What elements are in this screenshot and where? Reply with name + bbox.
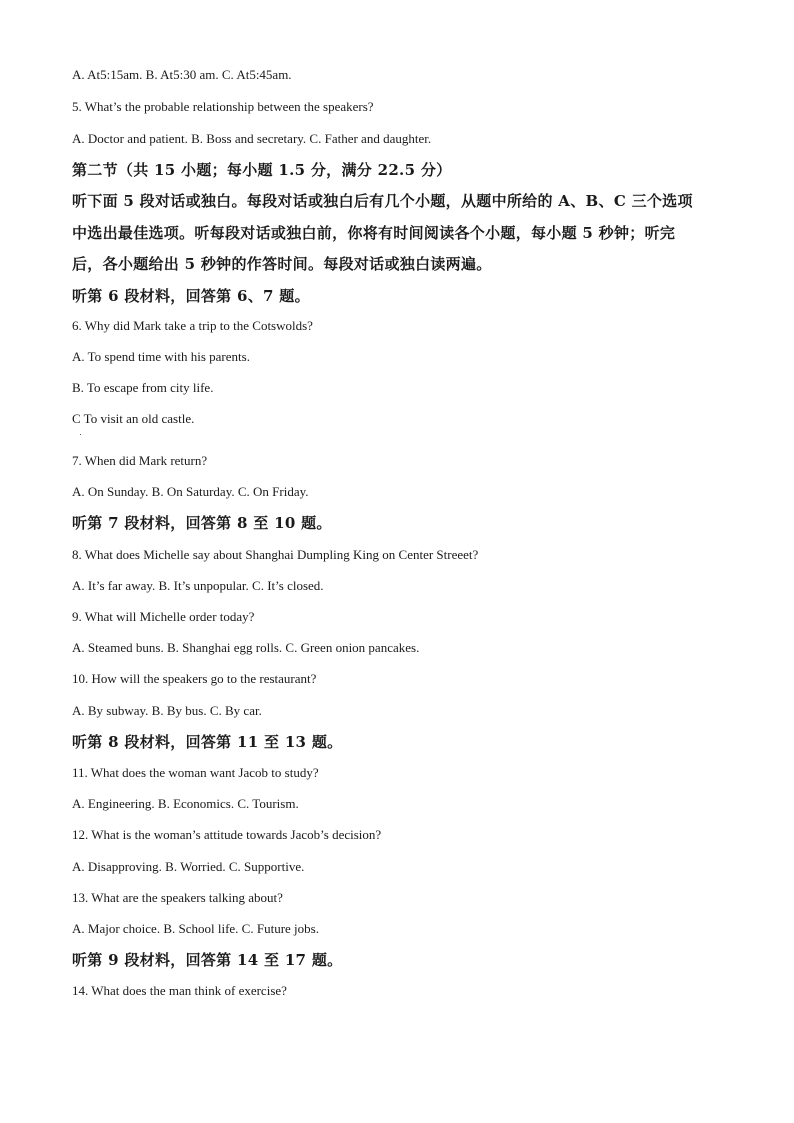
q10-options: A. By subway. B. By bus. C. By car. [72, 703, 262, 718]
passage7-heading: 听第 7 段材料，回答第 8 至 10 题。 [72, 514, 332, 532]
q6-question: 6. Why did Mark take a trip to the Cotswolds? [72, 318, 313, 333]
q11-question: 11. What does the woman want Jacob to study? [72, 765, 319, 780]
q9-options: A. Steamed buns. B. Shanghai egg rolls. C. Green onion pancakes. [72, 640, 420, 655]
q4-options: A. At5:15am. B. At5:30 am. C. At5:45am. [72, 67, 292, 82]
q11-options: A. Engineering. B. Economics. C. Tourism. [72, 796, 299, 811]
q10-question: 10. How will the speakers go to the restaurant? [72, 671, 317, 686]
section2-instructions-line3: 后，各小题给出 5 秒钟的作答时间。每段对话或独白读两遍。 [72, 255, 492, 273]
q9-question: 9. What will Michelle order today? [72, 609, 255, 624]
q13-question: 13. What are the speakers talking about? [72, 890, 283, 905]
q8-options: A. It’s far away. B. It’s unpopular. C. It’s closed. [72, 578, 324, 593]
q6-option-a: A. To spend time with his parents. [72, 349, 250, 364]
q5-options: A. Doctor and patient. B. Boss and secretary. C. Father and daughter. [72, 131, 432, 146]
q7-options: A. On Sunday. B. On Saturday. C. On Friday. [72, 484, 309, 499]
q14-question: 14. What does the man think of exercise? [72, 983, 287, 998]
section2-heading: 第二节（共 15 小题；每小题 1.5 分，满分 22.5 分） [72, 161, 452, 179]
section2-instructions-line2: 中选出最佳选项。听每段对话或独白前，你将有时间阅读各个小题，每小题 5 秒钟；听完 [72, 224, 676, 242]
q13-options: A. Major choice. B. School life. C. Future jobs. [72, 921, 319, 936]
stray-dot [80, 434, 81, 435]
q12-options: A. Disapproving. B. Worried. C. Supportive. [72, 859, 305, 874]
q8-question: 8. What does Michelle say about Shanghai Dumpling King on Center Streeet? [72, 547, 479, 562]
q6-option-c: C To visit an old castle. [72, 411, 195, 426]
q7-question: 7. When did Mark return? [72, 453, 208, 468]
passage8-heading: 听第 8 段材料，回答第 11 至 13 题。 [72, 733, 343, 751]
q6-option-b: B. To escape from city life. [72, 380, 214, 395]
q12-question: 12. What is the woman’s attitude towards Jacob’s decision? [72, 827, 382, 842]
q5-question: 5. What’s the probable relationship between the speakers? [72, 99, 374, 114]
passage9-heading: 听第 9 段材料，回答第 14 至 17 题。 [72, 951, 343, 969]
passage6-heading: 听第 6 段材料，回答第 6、7 题。 [72, 287, 310, 305]
section2-instructions-line1: 听下面 5 段对话或独白。每段对话或独白后有几个小题，从题中所给的 A、B、C 三个选项 [72, 192, 693, 210]
